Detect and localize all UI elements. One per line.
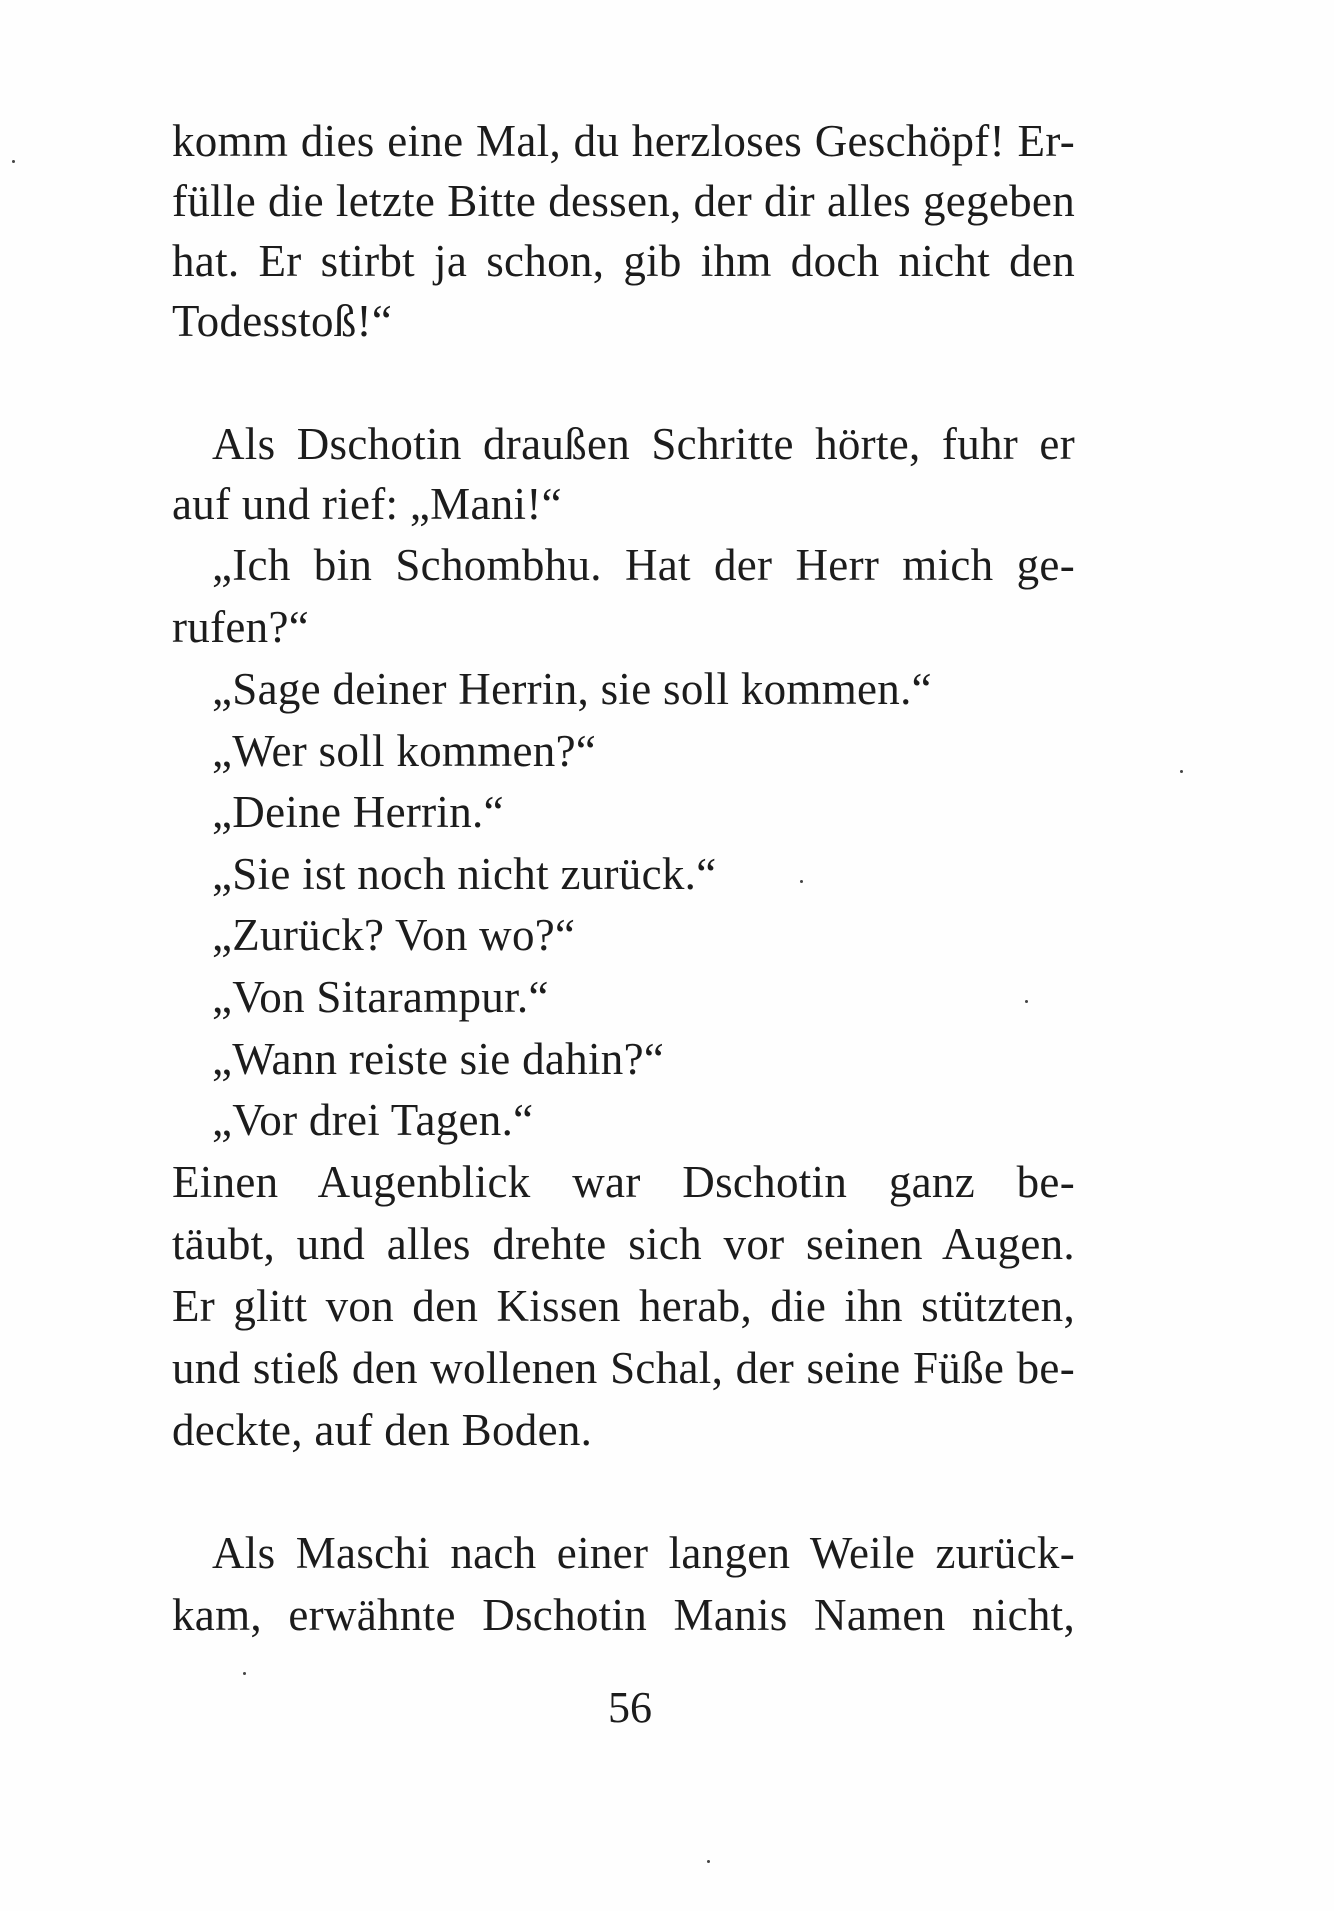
text-line: „Von Sitarampur.“: [212, 972, 549, 1022]
text-line: fülle die letzte Bitte dessen, der dir alles gegeben: [172, 176, 1075, 226]
text-line: auf und rief: „Mani!“: [172, 479, 562, 529]
text-line: „Vor drei Tagen.“: [212, 1095, 534, 1145]
text-line: kam, erwähnte Dschotin Manis Namen nicht,: [172, 1590, 1075, 1640]
text-line: deckte, auf den Boden.: [172, 1405, 593, 1455]
scan-speck: [1180, 770, 1183, 773]
text-line: täubt, und alles drehte sich vor seinen Augen.: [172, 1219, 1075, 1269]
scan-speck: [800, 880, 803, 883]
scan-speck: [1025, 1000, 1028, 1003]
text-line: hat. Er stirbt ja schon, gib ihm doch nicht den: [172, 236, 1075, 286]
text-line: Als Maschi nach einer langen Weile zurück-: [212, 1528, 1075, 1578]
scan-speck: [12, 160, 15, 163]
text-line: „Zurück? Von wo?“: [212, 910, 576, 960]
text-line: Als Dschotin draußen Schritte hörte, fuhr er: [212, 419, 1075, 469]
text-line: „Wann reiste sie dahin?“: [212, 1034, 665, 1084]
text-line: „Sie ist noch nicht zurück.“: [212, 849, 717, 899]
text-line: komm dies eine Mal, du herzloses Geschöpf! Er-: [172, 116, 1075, 166]
text-line: „Sage deiner Herrin, sie soll kommen.“: [212, 664, 932, 714]
text-line: und stieß den wollenen Schal, der seine Füße be-: [172, 1343, 1075, 1393]
text-line: „Ich bin Schombhu. Hat der Herr mich ge-: [212, 540, 1075, 590]
text-line: „Deine Herrin.“: [212, 787, 504, 837]
scan-speck: [707, 1860, 710, 1863]
text-line: Todesstoß!“: [172, 296, 393, 346]
text-line: Er glitt von den Kissen herab, die ihn stützten,: [172, 1281, 1075, 1331]
text-line: „Wer soll kommen?“: [212, 726, 597, 776]
page-number: 56: [608, 1683, 652, 1732]
text-line: rufen?“: [172, 602, 309, 652]
text-line: Einen Augenblick war Dschotin ganz be-: [172, 1157, 1075, 1207]
scan-speck: [243, 1672, 246, 1675]
